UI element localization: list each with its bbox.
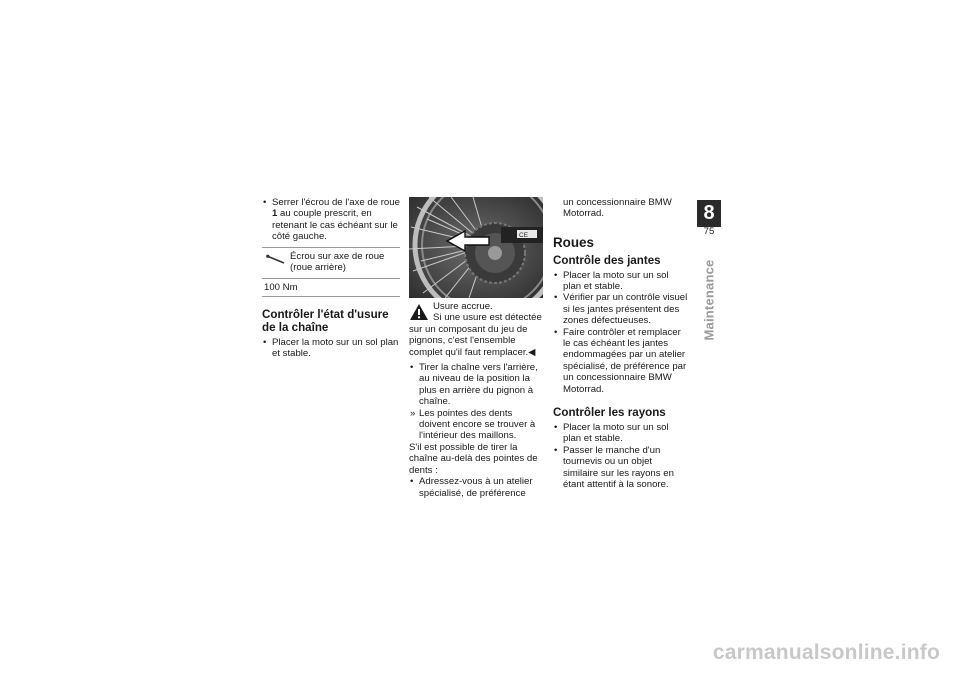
warning-body: sur un composant du jeu de pignons, c'est l'ensemble complet qu'il faut remplacer.◀ (409, 323, 536, 358)
torque-wrench-icon (266, 254, 286, 266)
end-marker-icon: ◀ (528, 346, 536, 358)
rims-list (553, 270, 689, 395)
watermark-text: carmanualsonline.info (712, 641, 940, 664)
column-3 (553, 197, 689, 490)
list-item: • Vérifier par un contrôle visuel si les jantes présentent des zones défectueuses. (553, 292, 689, 326)
torque-spec-label: Écrou sur axe de roue (roue arrière) (290, 250, 385, 274)
warning-notice (409, 301, 544, 324)
chapter-number-badge: 8 (697, 200, 721, 227)
section-heading-spokes: Contrôler les rayons (553, 406, 666, 420)
list-item (262, 197, 402, 243)
column-2 (409, 197, 544, 499)
list-item: • Placer la moto sur un sol plan et stable. (553, 270, 689, 293)
section-heading-wheels: Roues (553, 234, 594, 250)
list-item: • Passer le manche d'un tournevis ou un objet similaire sur les rayons en étant attentif à la sonore. (553, 445, 689, 491)
warning-triangle-icon (409, 303, 429, 321)
continued-text: un concessionnaire BMW Motorrad. (563, 197, 672, 220)
list-item: • Tirer la chaîne vers l'arrière, au niveau de la position la plus en arrière du pignon à chaîne. (409, 362, 544, 408)
list-item: • Placer la moto sur un sol plan et stable. (262, 337, 402, 360)
reference-number: 1 (272, 208, 278, 220)
torque-spec-header (262, 248, 400, 279)
paragraph: S'il est possible de tirer la chaîne au-delà des pointes de dents : (409, 441, 538, 476)
list-item: • Adressez-vous à un atelier spécialisé, de préférence (409, 476, 544, 499)
spokes-list (553, 422, 689, 490)
warning-body-start: Si une usure est détectée (433, 312, 542, 324)
result-item: » Les pointes des dents doivent encore se trouver à l'intérieur des maillons. (409, 408, 544, 442)
photo-label: CE (519, 232, 529, 239)
instruction-text-continued: au couple prescrit, en retenant le cas échéant sur le côté gauche. (272, 208, 398, 243)
list-item: • Placer la moto sur un sol plan et stable. (553, 422, 689, 445)
list-item: • Faire contrôler et remplacer le cas échéant les jantes endommagées par un atelier spécialisé, de préférence par un concessionnaire BMW Motorrad. (553, 327, 689, 395)
chapter-title: Maintenance (701, 259, 717, 341)
torque-spec-value: 100 Nm (264, 281, 298, 293)
page-number: 75 (703, 226, 715, 237)
chain-sprocket-photo (409, 197, 543, 298)
section-heading-rims: Contrôle des jantes (553, 253, 661, 267)
torque-spec-table (262, 247, 400, 297)
warning-title: Usure accrue. (433, 301, 493, 312)
instruction-text: Serrer l'écrou de l'axe de roue (272, 197, 400, 208)
section-heading-chain-wear: Contrôler l'état d'usure de la chaîne (262, 308, 389, 334)
column-1 (262, 197, 402, 359)
